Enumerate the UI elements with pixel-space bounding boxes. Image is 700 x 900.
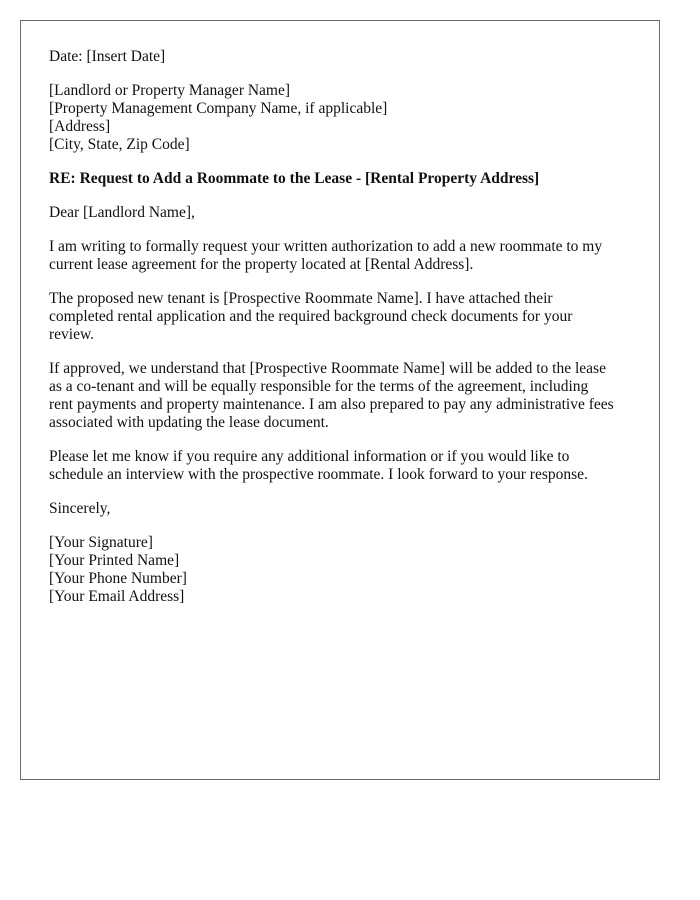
paragraph-request: [49, 238, 641, 274]
paragraph-approval-terms: [49, 360, 641, 432]
recipient-address-block: [49, 82, 641, 154]
paragraph-line: I am writing to formally request your written authorization to add a new roommate to my: [49, 238, 603, 255]
date-block: [49, 48, 641, 66]
letter-body: [49, 48, 641, 622]
salutation: Dear [Landlord Name],: [49, 204, 195, 221]
closing: Sincerely,: [49, 500, 111, 517]
recipient-address: [Address]: [49, 118, 111, 135]
subject-block: [49, 170, 641, 188]
paragraph-line: as a co-tenant and will be equally responsible for the terms of the agreement, including: [49, 378, 589, 395]
paragraph-line: If approved, we understand that [Prospective Roommate Name] will be added to the lease: [49, 360, 606, 377]
date-line: Date: [Insert Date]: [49, 48, 166, 65]
paragraph-line: completed rental application and the required background check documents for your: [49, 308, 573, 325]
phone-placeholder: [Your Phone Number]: [49, 570, 187, 587]
paragraph-line: Please let me know if you require any additional information or if you would like to: [49, 448, 570, 465]
closing-block: [49, 500, 641, 518]
email-placeholder: [Your Email Address]: [49, 588, 185, 605]
paragraph-line: The proposed new tenant is [Prospective Roommate Name]. I have attached their: [49, 290, 553, 307]
recipient-company: [Property Management Company Name, if applicable]: [49, 100, 388, 117]
paragraph-line: current lease agreement for the property located at [Rental Address].: [49, 256, 474, 273]
signature-placeholder: [Your Signature]: [49, 534, 153, 551]
recipient-name: [Landlord or Property Manager Name]: [49, 82, 291, 99]
paragraph-line: associated with updating the lease document.: [49, 414, 329, 431]
signature-block: [49, 534, 641, 606]
paragraph-follow-up: [49, 448, 641, 484]
paragraph-line: rent payments and property maintenance. I am also prepared to pay any administrative fees: [49, 396, 614, 413]
paragraph-new-tenant: [49, 290, 641, 344]
paragraph-line: schedule an interview with the prospective roommate. I look forward to your response.: [49, 466, 588, 483]
recipient-city-state-zip: [City, State, Zip Code]: [49, 136, 190, 153]
printed-name-placeholder: [Your Printed Name]: [49, 552, 180, 569]
paragraph-line: review.: [49, 326, 95, 343]
subject-line: RE: Request to Add a Roommate to the Lease - [Rental Property Address]: [49, 170, 540, 187]
salutation-block: [49, 204, 641, 222]
